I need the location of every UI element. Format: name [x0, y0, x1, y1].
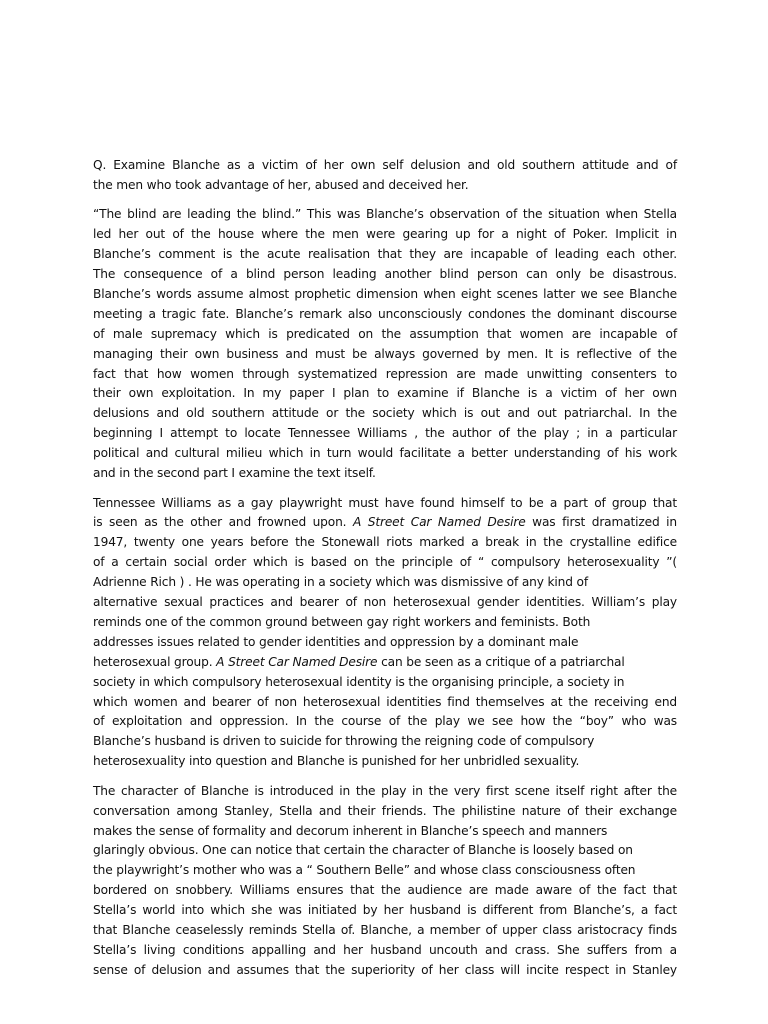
text-line: conversation among Stanley, Stella and their friends. The philistine nature of their exchange — [93, 803, 677, 818]
text-line: Adrienne Rich ) . He was operating in a society which was dismissive of any kind of — [93, 575, 588, 590]
text-line: the men who took advantage of her, abused and deceived her. — [93, 177, 469, 192]
text-line: of male supremacy which is predicated on the assumption that women are incapable of — [93, 326, 677, 341]
text-line: “The blind are leading the blind.” This was Blanche’s observation of the situation when Stella — [93, 207, 677, 222]
text-line: sense of delusion and assumes that the superiority of her class will incite respect in Stanley — [93, 962, 677, 977]
text-line: delusions and old southern attitude or the society which is out and out patriarchal. In the — [93, 406, 677, 421]
text-segment: is seen as the other and frowned upon. — [93, 515, 353, 530]
text-line: of exploitation and oppression. In the course of the play we see how the “boy” who was — [93, 714, 677, 729]
play-title: A Street Car Named Desire — [216, 654, 378, 669]
text-line: makes the sense of formality and decorum inherent in Blanche’s speech and manners — [93, 823, 608, 838]
text-segment: can be seen as a critique of a patriarchal — [377, 654, 625, 669]
body-paragraph-1 — [93, 205, 677, 484]
text-line: political and cultural milieu which in turn would facilitate a better understanding of his work — [93, 446, 677, 461]
text-line: society in which compulsory heterosexual identity is the organising principle, a society in — [93, 674, 625, 689]
body-paragraph-2 — [93, 494, 677, 773]
text-line: led her out of the house where the men were gearing up for a night of Poker. Implicit in — [93, 227, 677, 242]
text-line: the playwright’s mother who was a “ Southern Belle” and whose class consciousness often — [93, 863, 636, 878]
text-line: Stella’s living conditions appalling and her husband uncouth and crass. She suffers from a — [93, 942, 677, 957]
text-line: 1947, twenty one years before the Stonewall riots marked a break in the crystalline edifice — [93, 535, 677, 550]
text-line: beginning I attempt to locate Tennessee Williams , the author of the play ; in a particular — [93, 426, 677, 441]
text-line: meeting a tragic fate. Blanche’s remark also unconsciously condones the dominant discourse — [93, 306, 677, 321]
body-paragraph-3 — [93, 782, 677, 981]
play-title: A Street Car Named Desire — [352, 515, 526, 530]
text-line: and in the second part I examine the text itself. — [93, 466, 376, 481]
text-line: Tennessee Williams as a gay playwright must have found himself to be a part of group that — [93, 495, 677, 510]
text-line: their own exploitation. In my paper I plan to examine if Blanche is a victim of her own — [93, 386, 677, 401]
question-paragraph — [93, 156, 677, 196]
text-line: heterosexuality into question and Blanche is punished for her unbridled sexuality. — [93, 754, 580, 769]
text-line — [93, 513, 677, 533]
text-line: managing their own business and must be always governed by men. It is reflective of the — [93, 346, 677, 361]
text-segment: was first dramatized in — [525, 515, 677, 530]
text-line: The character of Blanche is introduced in the play in the very first scene itself right after the — [93, 783, 677, 798]
document-body — [93, 156, 677, 990]
text-line: Q. Examine Blanche as a victim of her own self delusion and old southern attitude and of — [93, 158, 677, 172]
text-line: of a certain social order which is based on the principle of “ compulsory heterosexuality ”( — [93, 555, 677, 570]
text-line: Blanche’s husband is driven to suicide for throwing the reigning code of compulsory — [93, 734, 595, 749]
text-line: addresses issues related to gender identities and oppression by a dominant male — [93, 634, 579, 649]
text-line — [93, 653, 677, 673]
text-line: alternative sexual practices and bearer of non heterosexual gender identities. William’s play — [93, 595, 677, 610]
text-segment: heterosexual group. — [93, 654, 217, 669]
text-line: which women and bearer of non heterosexual identities find themselves at the receiving end — [93, 694, 677, 709]
text-line: Blanche’s comment is the acute realisation that they are incapable of leading each other. — [93, 247, 677, 262]
text-line: The consequence of a blind person leading another blind person can only be disastrous. — [93, 267, 677, 282]
text-line: reminds one of the common ground between gay right workers and feminists. Both — [93, 614, 591, 629]
text-line: glaringly obvious. One can notice that certain the character of Blanche is loosely based on — [93, 843, 633, 858]
text-line: fact that how women through systematized repression are made unwitting consenters to — [93, 366, 677, 381]
text-line: that Blanche ceaselessly reminds Stella of. Blanche, a member of upper class aristocracy finds — [93, 923, 677, 938]
text-line: Stella’s world into which she was initiated by her husband is different from Blanche’s, a fact — [93, 903, 677, 918]
text-line: bordered on snobbery. Williams ensures that the audience are made aware of the fact that — [93, 883, 677, 898]
text-line: Blanche’s words assume almost prophetic dimension when eight scenes latter we see Blanche — [93, 286, 677, 301]
